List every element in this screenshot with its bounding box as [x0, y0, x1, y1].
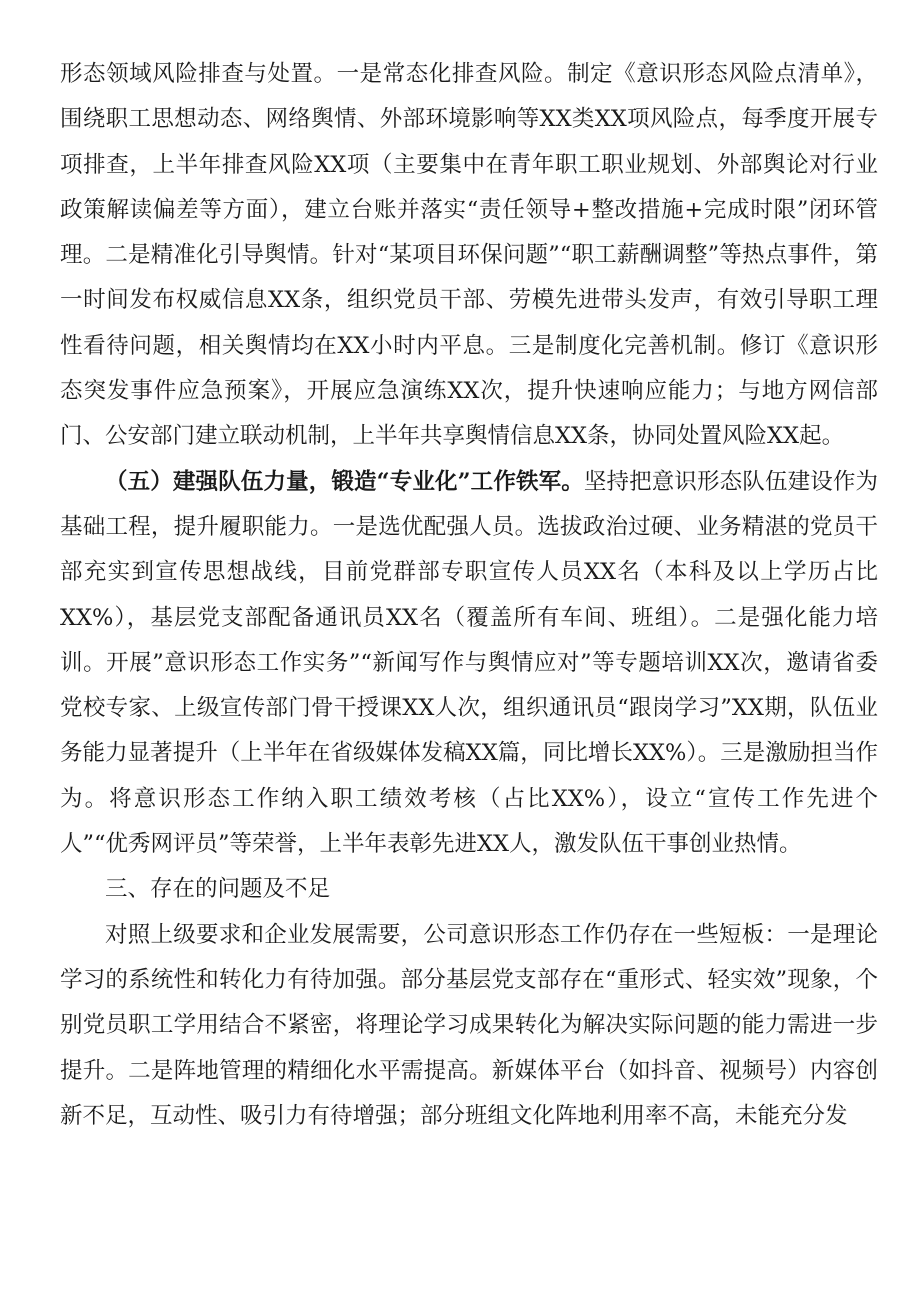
section-5-body: 坚持把意识形态队伍建设作为基础工程，提升履职能力。一是选优配强人员。选拔政治过硬、业务精湛的党员干部充实到宣传思想战线，目前党群部专职宣传人员XX名（本科及以上学历占比XX%），基层党支部配备通讯员XX名（覆盖所有车间、班组）。二是强化能力培训。开展”意识形态工作实务”“新闻写作与舆情应对”等专题培训XX次，邀请省委党校专家、上级宣传部门骨干授课XX人次，组织通讯员“跟岗学习”XX期，队伍业务能力显著提升（上半年在省级媒体发稿XX篇，同比增长XX%）。三是激励担当作为。将意识形态工作纳入职工绩效考核（占比XX%），设立“宣传工作先进个人”“优秀网评员”等荣誉，上半年表彰先进XX人，激发队伍干事创业热情。 [60, 468, 878, 858]
paragraph-team-building [60, 460, 878, 868]
paragraph-problems: 对照上级要求和企业发展需要，公司意识形态工作仍存在一些短板：一是理论学习的系统性和转化力有待加强。部分基层党支部存在“重形式、轻实效”现象，个别党员职工学用结合不紧密，将理论学习成果转化为解决实际问题的能力需进一步提升。二是阵地管理的精细化水平需提高。新媒体平台（如抖音、视频号）内容创新不足，互动性、吸引力有待增强；部分班组文化阵地利用率不高，未能充分发 [60, 921, 878, 1129]
document-body [60, 52, 878, 1139]
section-3-heading: 三、存在的问题及不足 [105, 876, 331, 903]
section-5-heading: （五）建强队伍力量，锻造“专业化”工作铁军。 [105, 468, 584, 495]
paragraph-risk-management: 形态领域风险排查与处置。一是常态化排查风险。制定《意识形态风险点清单》，围绕职工思想动态、网络舆情、外部环境影响等XX类XX项风险点，每季度开展专项排查，上半年排查风险XX项（主要集中在青年职工职业规划、外部舆论对行业政策解读偏差等方面），建立台账并落实“责任领导+整改措施+完成时限”闭环管理。二是精准化引导舆情。针对“某项目环保问题”“职工薪酬调整”等热点事件，第一时间发布权威信息XX条，组织党员干部、劳模先进带头发声，有效引导职工理性看待问题，相关舆情均在XX小时内平息。三是制度化完善机制。修订《意识形态突发事件应急预案》，开展应急演练XX次，提升快速响应能力；与地方网信部门、公安部门建立联动机制，上半年共享舆情信息XX条，协同处置风险XX起。 [60, 61, 878, 450]
